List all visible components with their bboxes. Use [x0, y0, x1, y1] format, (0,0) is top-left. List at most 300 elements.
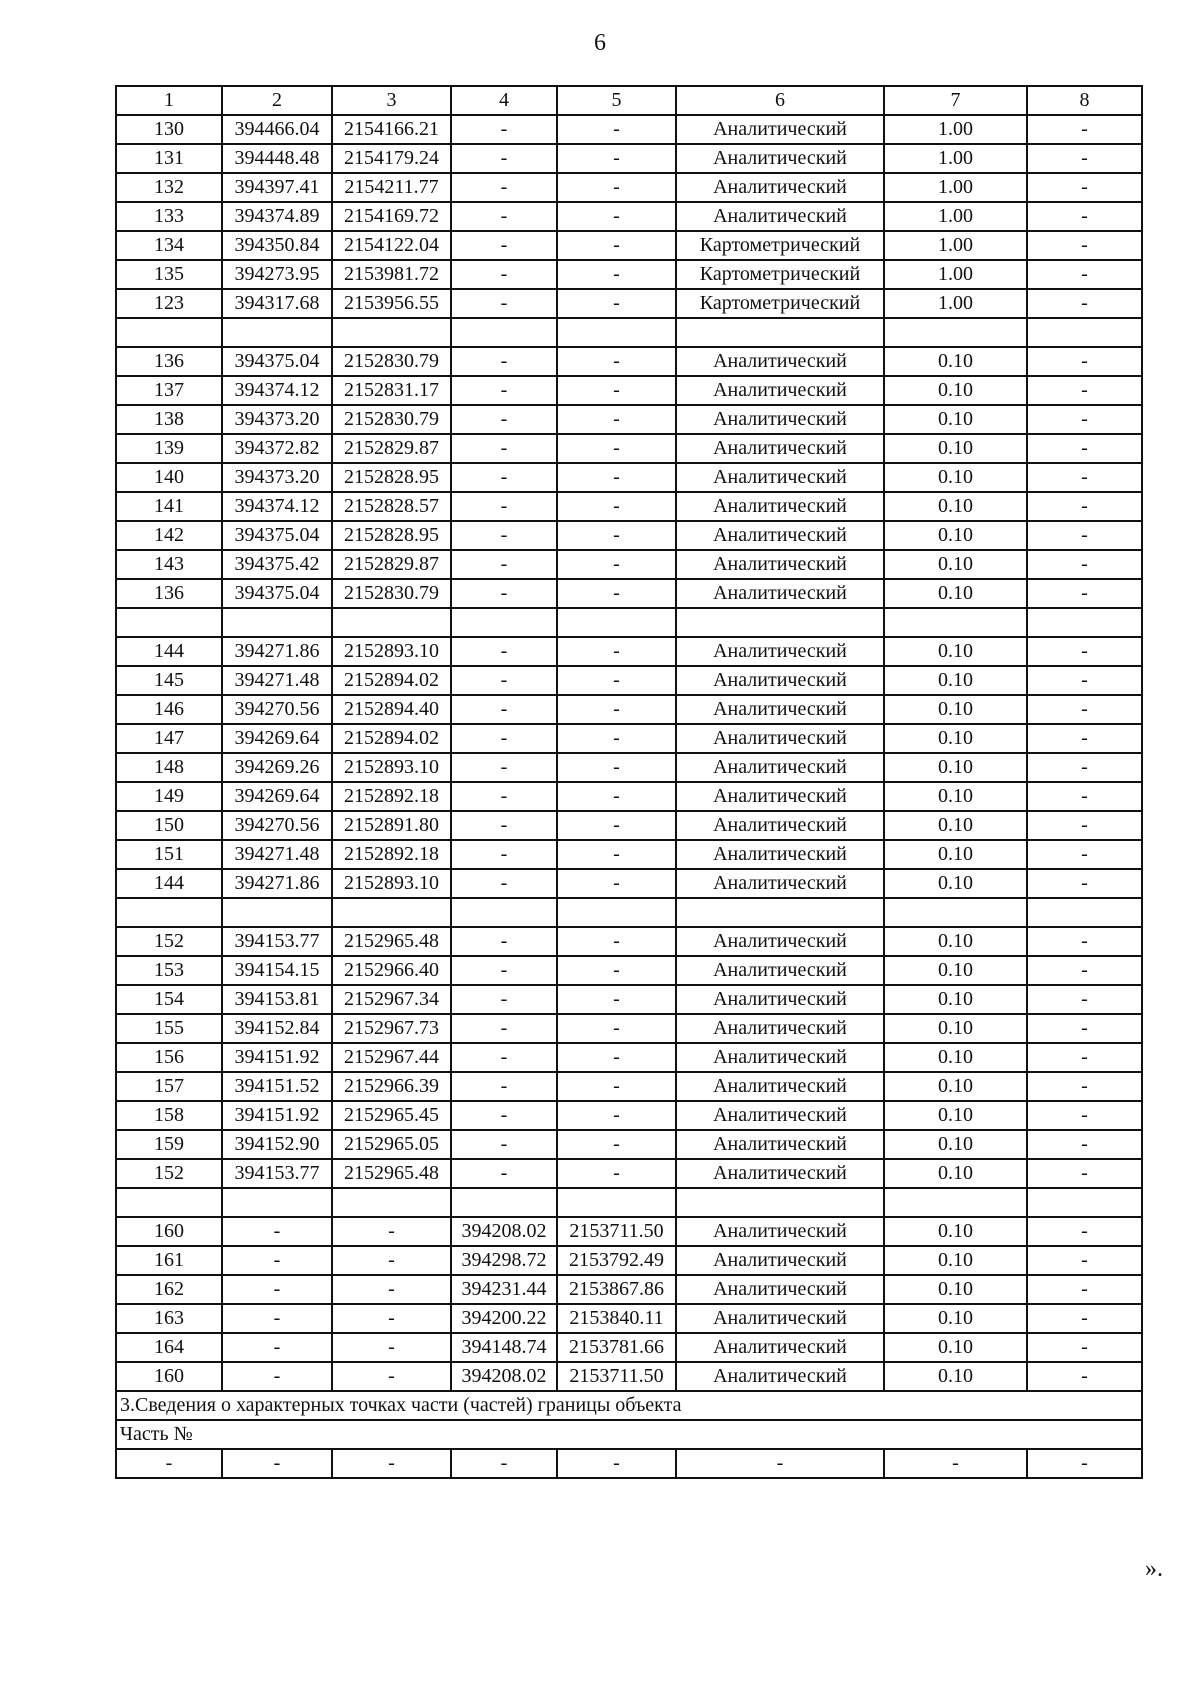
table-cell: 394271.86	[222, 869, 332, 898]
page-number: 6	[594, 30, 606, 56]
table-cell	[222, 1188, 332, 1217]
table-cell: -	[1027, 202, 1142, 231]
table-cell: -	[1027, 695, 1142, 724]
table-cell: -	[451, 695, 557, 724]
table-cell: 0.10	[884, 985, 1027, 1014]
table-cell: 7	[884, 86, 1027, 115]
table-cell: 394298.72	[451, 1246, 557, 1275]
table-cell: Аналитический	[676, 1304, 884, 1333]
table-cell: 394208.02	[451, 1362, 557, 1391]
table-cell	[557, 898, 676, 927]
table-cell: -	[557, 927, 676, 956]
table-cell: -	[332, 1246, 451, 1275]
table-cell: -	[451, 1043, 557, 1072]
table-row	[116, 1333, 1142, 1362]
table-cell: 0.10	[884, 956, 1027, 985]
table-cell: -	[557, 115, 676, 144]
table-cell: -	[116, 1449, 222, 1478]
table-cell: 2154211.77	[332, 173, 451, 202]
table-cell	[1027, 1188, 1142, 1217]
table-cell: 2152967.44	[332, 1043, 451, 1072]
table-cell: 394151.92	[222, 1043, 332, 1072]
table-cell: 152	[116, 1159, 222, 1188]
table-cell: -	[1027, 753, 1142, 782]
table-cell: -	[1027, 1246, 1142, 1275]
table-cell: 2152967.34	[332, 985, 451, 1014]
table-cell: 394375.42	[222, 550, 332, 579]
table-cell: -	[1027, 173, 1142, 202]
table-row	[116, 1217, 1142, 1246]
table-cell: 0.10	[884, 1304, 1027, 1333]
table-cell	[116, 1188, 222, 1217]
table-cell: -	[451, 463, 557, 492]
table-cell: 5	[557, 86, 676, 115]
table-cell: 394374.89	[222, 202, 332, 231]
table-cell: 394153.77	[222, 927, 332, 956]
table-cell: -	[222, 1333, 332, 1362]
table-cell: -	[1027, 376, 1142, 405]
table-cell: 394317.68	[222, 289, 332, 318]
table-cell: 0.10	[884, 782, 1027, 811]
table-cell: Картометрический	[676, 260, 884, 289]
table-cell: -	[676, 1449, 884, 1478]
table-cell: -	[451, 260, 557, 289]
table-cell	[222, 608, 332, 637]
table-cell: 2154166.21	[332, 115, 451, 144]
table-row	[116, 840, 1142, 869]
table-cell: 144	[116, 637, 222, 666]
table-cell: 2152831.17	[332, 376, 451, 405]
table-cell: Аналитический	[676, 1043, 884, 1072]
table-cell: 0.10	[884, 695, 1027, 724]
table-cell: -	[557, 144, 676, 173]
table-cell: 2152828.95	[332, 463, 451, 492]
table-row	[116, 898, 1142, 927]
table-cell: 1.00	[884, 115, 1027, 144]
table-cell: 2154169.72	[332, 202, 451, 231]
table-cell: 155	[116, 1014, 222, 1043]
table-cell: -	[451, 376, 557, 405]
table-cell: 2153840.11	[557, 1304, 676, 1333]
table-cell: Аналитический	[676, 173, 884, 202]
table-cell: 1.00	[884, 144, 1027, 173]
table-cell: 1.00	[884, 289, 1027, 318]
table-cell: -	[557, 753, 676, 782]
table-cell: 2152892.18	[332, 840, 451, 869]
table-cell: 394374.12	[222, 376, 332, 405]
header-row	[116, 86, 1142, 115]
table-cell: 157	[116, 1072, 222, 1101]
table-cell: 0.10	[884, 434, 1027, 463]
table-cell: 0.10	[884, 1159, 1027, 1188]
table-row	[116, 1362, 1142, 1391]
table-cell: -	[1027, 579, 1142, 608]
table-cell: 2152966.39	[332, 1072, 451, 1101]
table-cell	[1027, 318, 1142, 347]
table-cell: 134	[116, 231, 222, 260]
table-cell: 2152965.05	[332, 1130, 451, 1159]
table-row	[116, 115, 1142, 144]
table-cell: Аналитический	[676, 463, 884, 492]
table-cell: 123	[116, 289, 222, 318]
coordinates-table-container	[115, 85, 1143, 1479]
section-title: 3.Сведения о характерных точках части (частей) границы объекта	[116, 1391, 1142, 1420]
table-cell: 0.10	[884, 1217, 1027, 1246]
table-cell: 2	[222, 86, 332, 115]
table-cell: -	[1027, 1072, 1142, 1101]
table-cell: Аналитический	[676, 405, 884, 434]
table-cell: -	[557, 1014, 676, 1043]
table-cell: -	[557, 289, 676, 318]
table-cell: -	[451, 144, 557, 173]
table-row	[116, 376, 1142, 405]
table-cell: 137	[116, 376, 222, 405]
table-body	[116, 86, 1142, 1478]
table-row	[116, 289, 1142, 318]
table-row	[116, 1072, 1142, 1101]
table-cell: -	[451, 492, 557, 521]
table-cell: -	[1027, 956, 1142, 985]
table-cell: -	[332, 1217, 451, 1246]
table-cell: -	[451, 550, 557, 579]
table-cell: Аналитический	[676, 434, 884, 463]
table-cell: -	[451, 956, 557, 985]
table-cell: -	[557, 956, 676, 985]
table-cell: -	[557, 724, 676, 753]
table-cell: 394269.64	[222, 724, 332, 753]
table-cell: -	[557, 492, 676, 521]
table-cell: -	[451, 637, 557, 666]
table-cell: 140	[116, 463, 222, 492]
table-row	[116, 1304, 1142, 1333]
table-cell: -	[451, 666, 557, 695]
table-cell: 394375.04	[222, 521, 332, 550]
table-row	[116, 260, 1142, 289]
table-cell: Аналитический	[676, 376, 884, 405]
table-cell: -	[557, 695, 676, 724]
table-cell: 2152830.79	[332, 347, 451, 376]
table-cell: 6	[676, 86, 884, 115]
table-cell: -	[1027, 1362, 1142, 1391]
table-cell: 394208.02	[451, 1217, 557, 1246]
table-cell: 132	[116, 173, 222, 202]
table-cell: 1.00	[884, 231, 1027, 260]
table-cell: 394152.84	[222, 1014, 332, 1043]
table-cell: -	[451, 724, 557, 753]
table-row	[116, 956, 1142, 985]
table-cell	[332, 318, 451, 347]
table-cell: -	[1027, 405, 1142, 434]
table-cell	[222, 898, 332, 927]
table-cell: 158	[116, 1101, 222, 1130]
table-cell: -	[451, 782, 557, 811]
part-data-row	[116, 1449, 1142, 1478]
table-cell: -	[451, 753, 557, 782]
table-cell: 0.10	[884, 347, 1027, 376]
table-cell: -	[557, 637, 676, 666]
table-row	[116, 724, 1142, 753]
table-row	[116, 144, 1142, 173]
table-cell: 2153867.86	[557, 1275, 676, 1304]
table-cell: -	[332, 1449, 451, 1478]
table-cell: -	[222, 1217, 332, 1246]
table-row	[116, 695, 1142, 724]
table-cell: -	[557, 1159, 676, 1188]
table-cell: 2152891.80	[332, 811, 451, 840]
table-cell: -	[451, 115, 557, 144]
table-cell: 153	[116, 956, 222, 985]
table-cell: 0.10	[884, 1246, 1027, 1275]
table-cell: -	[1027, 231, 1142, 260]
table-cell: Аналитический	[676, 753, 884, 782]
table-row	[116, 405, 1142, 434]
table-cell: 2152967.73	[332, 1014, 451, 1043]
coordinates-table	[115, 85, 1143, 1479]
table-cell: 162	[116, 1275, 222, 1304]
table-cell: 394273.95	[222, 260, 332, 289]
table-row	[116, 985, 1142, 1014]
table-cell: 146	[116, 695, 222, 724]
table-cell: -	[557, 811, 676, 840]
table-cell: 1.00	[884, 173, 1027, 202]
table-cell: -	[332, 1333, 451, 1362]
table-cell	[451, 318, 557, 347]
table-cell: 394270.56	[222, 811, 332, 840]
table-cell: -	[557, 376, 676, 405]
table-cell: 394271.48	[222, 840, 332, 869]
table-cell: -	[1027, 521, 1142, 550]
table-cell: -	[451, 811, 557, 840]
table-cell: -	[451, 869, 557, 898]
table-cell: 142	[116, 521, 222, 550]
table-cell: 394151.52	[222, 1072, 332, 1101]
table-cell: -	[1027, 1101, 1142, 1130]
table-cell: 394271.48	[222, 666, 332, 695]
table-cell: 159	[116, 1130, 222, 1159]
table-cell: 145	[116, 666, 222, 695]
table-row	[116, 869, 1142, 898]
table-cell: 1.00	[884, 202, 1027, 231]
table-row	[116, 782, 1142, 811]
table-cell: -	[451, 347, 557, 376]
table-cell: 0.10	[884, 1130, 1027, 1159]
table-cell	[557, 318, 676, 347]
table-cell: 394153.81	[222, 985, 332, 1014]
table-row	[116, 347, 1142, 376]
table-row	[116, 202, 1142, 231]
table-cell	[451, 1188, 557, 1217]
table-cell: Аналитический	[676, 347, 884, 376]
table-cell: Аналитический	[676, 115, 884, 144]
table-cell: -	[1027, 1159, 1142, 1188]
table-cell: 2153711.50	[557, 1217, 676, 1246]
table-cell: Аналитический	[676, 811, 884, 840]
table-cell: 394151.92	[222, 1101, 332, 1130]
table-cell: -	[1027, 347, 1142, 376]
table-cell: 0.10	[884, 1043, 1027, 1072]
table-row	[116, 318, 1142, 347]
table-cell: 394375.04	[222, 347, 332, 376]
table-cell: 2152828.57	[332, 492, 451, 521]
table-row	[116, 550, 1142, 579]
table-cell: 151	[116, 840, 222, 869]
table-cell: 394152.90	[222, 1130, 332, 1159]
table-cell: -	[451, 202, 557, 231]
table-cell: Аналитический	[676, 724, 884, 753]
table-cell: 394373.20	[222, 405, 332, 434]
table-cell	[116, 318, 222, 347]
table-cell: -	[1027, 1449, 1142, 1478]
table-cell: 0.10	[884, 1014, 1027, 1043]
table-cell: 160	[116, 1362, 222, 1391]
table-cell: 2154179.24	[332, 144, 451, 173]
table-cell	[451, 898, 557, 927]
table-cell: -	[1027, 1275, 1142, 1304]
table-cell: 0.10	[884, 492, 1027, 521]
table-cell: -	[557, 202, 676, 231]
table-cell: 2153711.50	[557, 1362, 676, 1391]
table-row	[116, 1188, 1142, 1217]
table-cell: 0.10	[884, 1362, 1027, 1391]
table-cell: -	[1027, 115, 1142, 144]
table-cell: Аналитический	[676, 144, 884, 173]
table-cell	[884, 1188, 1027, 1217]
table-cell: 0.10	[884, 666, 1027, 695]
table-cell: 394271.86	[222, 637, 332, 666]
table-cell: 2152893.10	[332, 869, 451, 898]
table-row	[116, 1246, 1142, 1275]
table-cell: 156	[116, 1043, 222, 1072]
table-row	[116, 463, 1142, 492]
table-cell: 394372.82	[222, 434, 332, 463]
table-cell: -	[451, 927, 557, 956]
table-cell: 394375.04	[222, 579, 332, 608]
table-cell: 0.10	[884, 840, 1027, 869]
table-cell: -	[1027, 927, 1142, 956]
table-cell: -	[332, 1304, 451, 1333]
table-cell: 0.10	[884, 405, 1027, 434]
table-cell: -	[1027, 840, 1142, 869]
table-cell: 2152965.48	[332, 1159, 451, 1188]
table-cell: Аналитический	[676, 550, 884, 579]
table-cell: 147	[116, 724, 222, 753]
table-row	[116, 1014, 1142, 1043]
table-cell: 2152894.40	[332, 695, 451, 724]
table-cell: -	[557, 1449, 676, 1478]
table-cell: 135	[116, 260, 222, 289]
table-cell	[884, 898, 1027, 927]
table-cell: 2153956.55	[332, 289, 451, 318]
table-cell: -	[222, 1304, 332, 1333]
table-cell: 141	[116, 492, 222, 521]
table-cell: Аналитический	[676, 1014, 884, 1043]
table-cell: Аналитический	[676, 782, 884, 811]
table-cell: Аналитический	[676, 579, 884, 608]
table-cell: 2152966.40	[332, 956, 451, 985]
table-row	[116, 231, 1142, 260]
table-cell	[116, 608, 222, 637]
table-cell: 0.10	[884, 579, 1027, 608]
table-cell: -	[451, 1130, 557, 1159]
table-cell: Аналитический	[676, 1275, 884, 1304]
table-cell: 394350.84	[222, 231, 332, 260]
table-row	[116, 753, 1142, 782]
table-cell: Аналитический	[676, 521, 884, 550]
table-cell: Аналитический	[676, 695, 884, 724]
table-cell: -	[451, 521, 557, 550]
table-cell: 394231.44	[451, 1275, 557, 1304]
table-cell: 394154.15	[222, 956, 332, 985]
closing-quote-mark: ».	[1145, 1556, 1163, 1582]
table-cell	[676, 608, 884, 637]
table-row	[116, 1101, 1142, 1130]
table-cell: 148	[116, 753, 222, 782]
table-cell: 1	[116, 86, 222, 115]
table-cell: 0.10	[884, 811, 1027, 840]
table-cell: 2152893.10	[332, 753, 451, 782]
table-row	[116, 637, 1142, 666]
table-cell: 2154122.04	[332, 231, 451, 260]
table-cell: Аналитический	[676, 869, 884, 898]
table-cell: -	[557, 666, 676, 695]
table-cell: 0.10	[884, 1101, 1027, 1130]
table-row	[116, 492, 1142, 521]
table-cell: Аналитический	[676, 1072, 884, 1101]
table-cell: 0.10	[884, 463, 1027, 492]
table-cell: -	[557, 521, 676, 550]
table-cell: -	[1027, 289, 1142, 318]
table-cell: 394269.64	[222, 782, 332, 811]
table-cell: -	[1027, 492, 1142, 521]
table-cell: 2152894.02	[332, 724, 451, 753]
table-cell: 394374.12	[222, 492, 332, 521]
table-cell: -	[451, 1159, 557, 1188]
table-cell: -	[1027, 724, 1142, 753]
table-cell: 2153792.49	[557, 1246, 676, 1275]
table-cell: 4	[451, 86, 557, 115]
table-row	[116, 173, 1142, 202]
table-cell	[1027, 608, 1142, 637]
table-cell: -	[557, 260, 676, 289]
table-cell: -	[451, 434, 557, 463]
table-cell: Картометрический	[676, 231, 884, 260]
table-cell: Аналитический	[676, 927, 884, 956]
table-cell: -	[1027, 463, 1142, 492]
table-cell: -	[1027, 666, 1142, 695]
table-row	[116, 1275, 1142, 1304]
table-cell: 394270.56	[222, 695, 332, 724]
table-cell: 0.10	[884, 1333, 1027, 1362]
table-row	[116, 1043, 1142, 1072]
table-cell: 2153981.72	[332, 260, 451, 289]
table-cell: 1.00	[884, 260, 1027, 289]
table-row	[116, 434, 1142, 463]
table-cell: 163	[116, 1304, 222, 1333]
table-cell: -	[451, 1072, 557, 1101]
table-cell: Аналитический	[676, 1217, 884, 1246]
table-cell	[451, 608, 557, 637]
table-cell: Аналитический	[676, 492, 884, 521]
table-cell	[332, 608, 451, 637]
table-cell: Аналитический	[676, 1101, 884, 1130]
table-cell: 138	[116, 405, 222, 434]
table-cell: -	[884, 1449, 1027, 1478]
table-cell: 0.10	[884, 724, 1027, 753]
table-cell: Аналитический	[676, 1130, 884, 1159]
table-cell: -	[1027, 1333, 1142, 1362]
table-cell: -	[451, 1014, 557, 1043]
table-cell: Аналитический	[676, 1246, 884, 1275]
